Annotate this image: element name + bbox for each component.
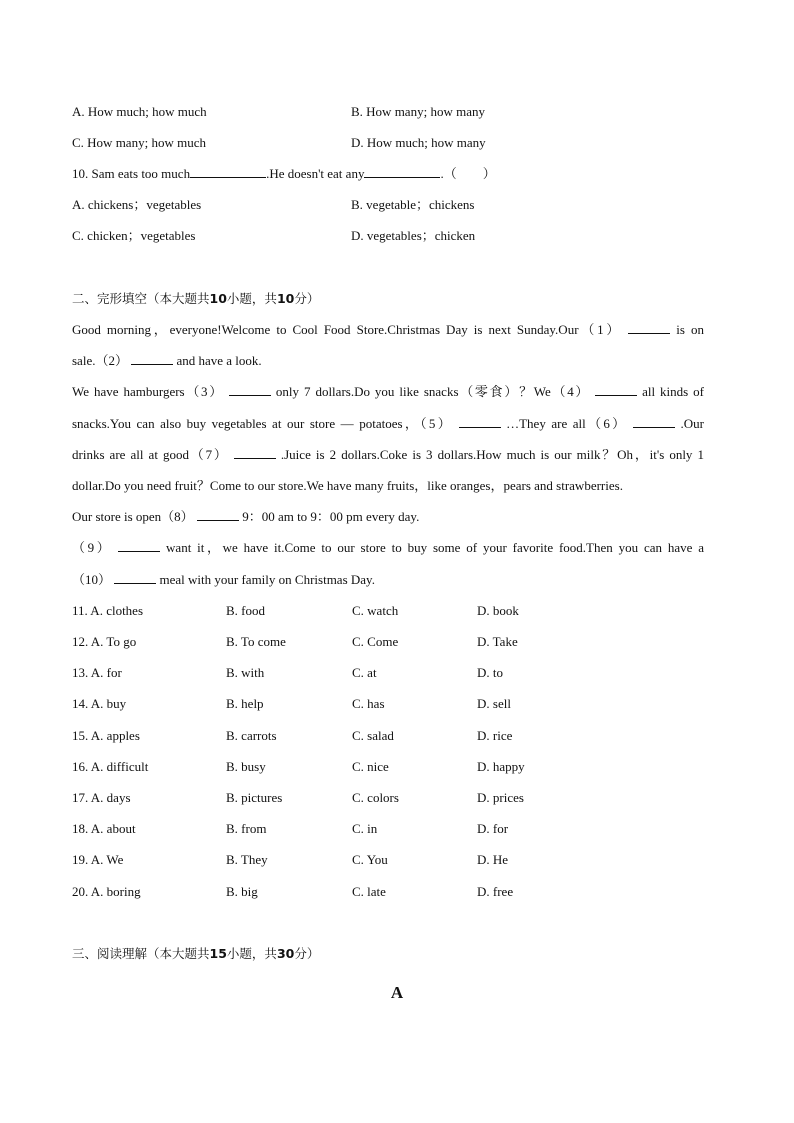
option-b: B. They bbox=[226, 852, 268, 867]
passage-line bbox=[72, 508, 704, 526]
q10-option-d: D. vegetables；chicken bbox=[351, 228, 476, 243]
option-b: B. food bbox=[226, 603, 265, 618]
option-c: C. late bbox=[352, 884, 386, 899]
heading-text: 分） bbox=[294, 291, 320, 306]
passage-line bbox=[72, 446, 704, 464]
passage-text: all kinds of bbox=[642, 384, 705, 399]
option-d: D. book bbox=[477, 603, 519, 618]
option-c: C. salad bbox=[352, 728, 394, 743]
heading-text: 分） bbox=[294, 946, 320, 961]
passage-line: dollar.Do you need fruit？Come to our store.We have many fruits，like oranges，pears and strawberries. bbox=[72, 478, 623, 493]
option-a: 17. A. days bbox=[72, 790, 131, 805]
section2-heading bbox=[72, 290, 319, 308]
q10-text-1: 10. Sam eats too much bbox=[72, 166, 191, 181]
option-d: D. sell bbox=[477, 696, 511, 711]
blank-4 bbox=[595, 383, 637, 396]
option-b: B. help bbox=[226, 696, 264, 711]
score-total: 30 bbox=[276, 946, 295, 961]
passage-line bbox=[72, 352, 704, 370]
blank-1 bbox=[628, 321, 670, 334]
passage-text: （9） bbox=[72, 540, 113, 555]
passage-text: We have hamburgers（3） bbox=[72, 384, 224, 399]
option-c: C. has bbox=[352, 696, 385, 711]
section3-heading bbox=[72, 945, 319, 963]
q10-text-3: .（ ） bbox=[440, 166, 496, 181]
q9-option-c: C. How many; how much bbox=[72, 135, 206, 150]
option-c: C. in bbox=[352, 821, 378, 836]
q9-option-d: D. How much; how many bbox=[351, 135, 486, 150]
blank-9 bbox=[118, 539, 160, 552]
option-b: B. To come bbox=[226, 634, 286, 649]
option-d: D. He bbox=[477, 852, 509, 867]
option-d: D. to bbox=[477, 665, 503, 680]
passage-text: …They are all（6） bbox=[506, 416, 628, 431]
passage-text: （10） bbox=[72, 572, 112, 587]
passage-line bbox=[72, 571, 704, 589]
option-d: D. Take bbox=[477, 634, 518, 649]
option-d: D. happy bbox=[477, 759, 525, 774]
passage-line bbox=[72, 321, 704, 339]
option-c: C. Come bbox=[352, 634, 399, 649]
option-b: B. from bbox=[226, 821, 267, 836]
blank bbox=[190, 165, 266, 178]
passage-text: and have a look. bbox=[176, 353, 262, 368]
blank-8 bbox=[197, 508, 239, 521]
passage-text: want it，we have it.Come to our store to buy some of your favorite food.Then you can have a bbox=[166, 540, 705, 555]
option-b: B. busy bbox=[226, 759, 266, 774]
option-c: C. nice bbox=[352, 759, 389, 774]
heading-text: 二、完形填空（本大题共 bbox=[72, 291, 210, 306]
passage-text: only 7 dollars.Do you like snacks（零食）？We（4） bbox=[275, 384, 591, 399]
option-a: 19. A. We bbox=[72, 852, 124, 867]
q10-text-2: .He doesn't eat any bbox=[266, 166, 365, 181]
option-c: C. watch bbox=[352, 603, 399, 618]
blank bbox=[364, 165, 440, 178]
passage-text: Good morning，everyone!Welcome to Cool Food Store.Christmas Day is next Sunday.Our（1） bbox=[72, 322, 623, 337]
passage-text: meal with your family on Christmas Day. bbox=[159, 572, 375, 587]
option-c: C. colors bbox=[352, 790, 399, 805]
blank-2 bbox=[131, 352, 173, 365]
q9-option-b: B. How many; how many bbox=[351, 104, 485, 119]
blank-5 bbox=[459, 415, 501, 428]
heading-text: 三、阅读理解（本大题共 bbox=[72, 946, 210, 961]
option-d: D. prices bbox=[477, 790, 524, 805]
article-letter: A bbox=[390, 983, 404, 1002]
q10-option-a: A. chickens；vegetables bbox=[72, 197, 202, 212]
blank-3 bbox=[229, 383, 271, 396]
option-a: 12. A. To go bbox=[72, 634, 137, 649]
option-b: B. carrots bbox=[226, 728, 277, 743]
option-a: 11. A. clothes bbox=[72, 603, 144, 618]
passage-line bbox=[72, 539, 704, 557]
question-count: 10 bbox=[209, 291, 227, 306]
option-a: 15. A. apples bbox=[72, 728, 140, 743]
score-total: 10 bbox=[276, 291, 295, 306]
option-a: 13. A. for bbox=[72, 665, 122, 680]
passage-text: drinks are all at good（7） bbox=[72, 447, 229, 462]
heading-text: 小题，共 bbox=[226, 291, 277, 306]
passage-text: is on bbox=[676, 322, 705, 337]
option-a: 18. A. about bbox=[72, 821, 136, 836]
option-a: 20. A. boring bbox=[72, 884, 141, 899]
option-a: 16. A. difficult bbox=[72, 759, 149, 774]
blank-6 bbox=[633, 415, 675, 428]
option-c: C. at bbox=[352, 665, 377, 680]
passage-text: 9：00 am to 9：00 pm every day. bbox=[242, 509, 420, 524]
passage-line bbox=[72, 383, 704, 401]
option-d: D. for bbox=[477, 821, 509, 836]
passage-line bbox=[72, 415, 704, 433]
option-c: C. You bbox=[352, 852, 388, 867]
option-d: D. rice bbox=[477, 728, 513, 743]
option-b: B. big bbox=[226, 884, 258, 899]
option-b: B. with bbox=[226, 665, 265, 680]
option-a: 14. A. buy bbox=[72, 696, 127, 711]
heading-text: 小题，共 bbox=[226, 946, 277, 961]
q10-option-c: C. chicken；vegetables bbox=[72, 228, 196, 243]
option-d: D. free bbox=[477, 884, 514, 899]
q10-stem bbox=[72, 165, 496, 183]
q9-option-a: A. How much; how much bbox=[72, 104, 207, 119]
passage-text: snacks.You can also buy vegetables at our store — potatoes，（5） bbox=[72, 416, 454, 431]
option-b: B. pictures bbox=[226, 790, 283, 805]
passage-text: .Juice is 2 dollars.Coke is 3 dollars.How much is our milk？Oh，it's only 1 bbox=[280, 447, 704, 462]
question-count: 15 bbox=[209, 946, 227, 961]
passage-text: Our store is open（8） bbox=[72, 509, 194, 524]
blank-7 bbox=[234, 446, 276, 459]
q10-option-b: B. vegetable；chickens bbox=[351, 197, 475, 212]
blank-10 bbox=[114, 571, 156, 584]
passage-text: .Our bbox=[680, 416, 705, 431]
passage-text: sale.（2） bbox=[72, 353, 128, 368]
